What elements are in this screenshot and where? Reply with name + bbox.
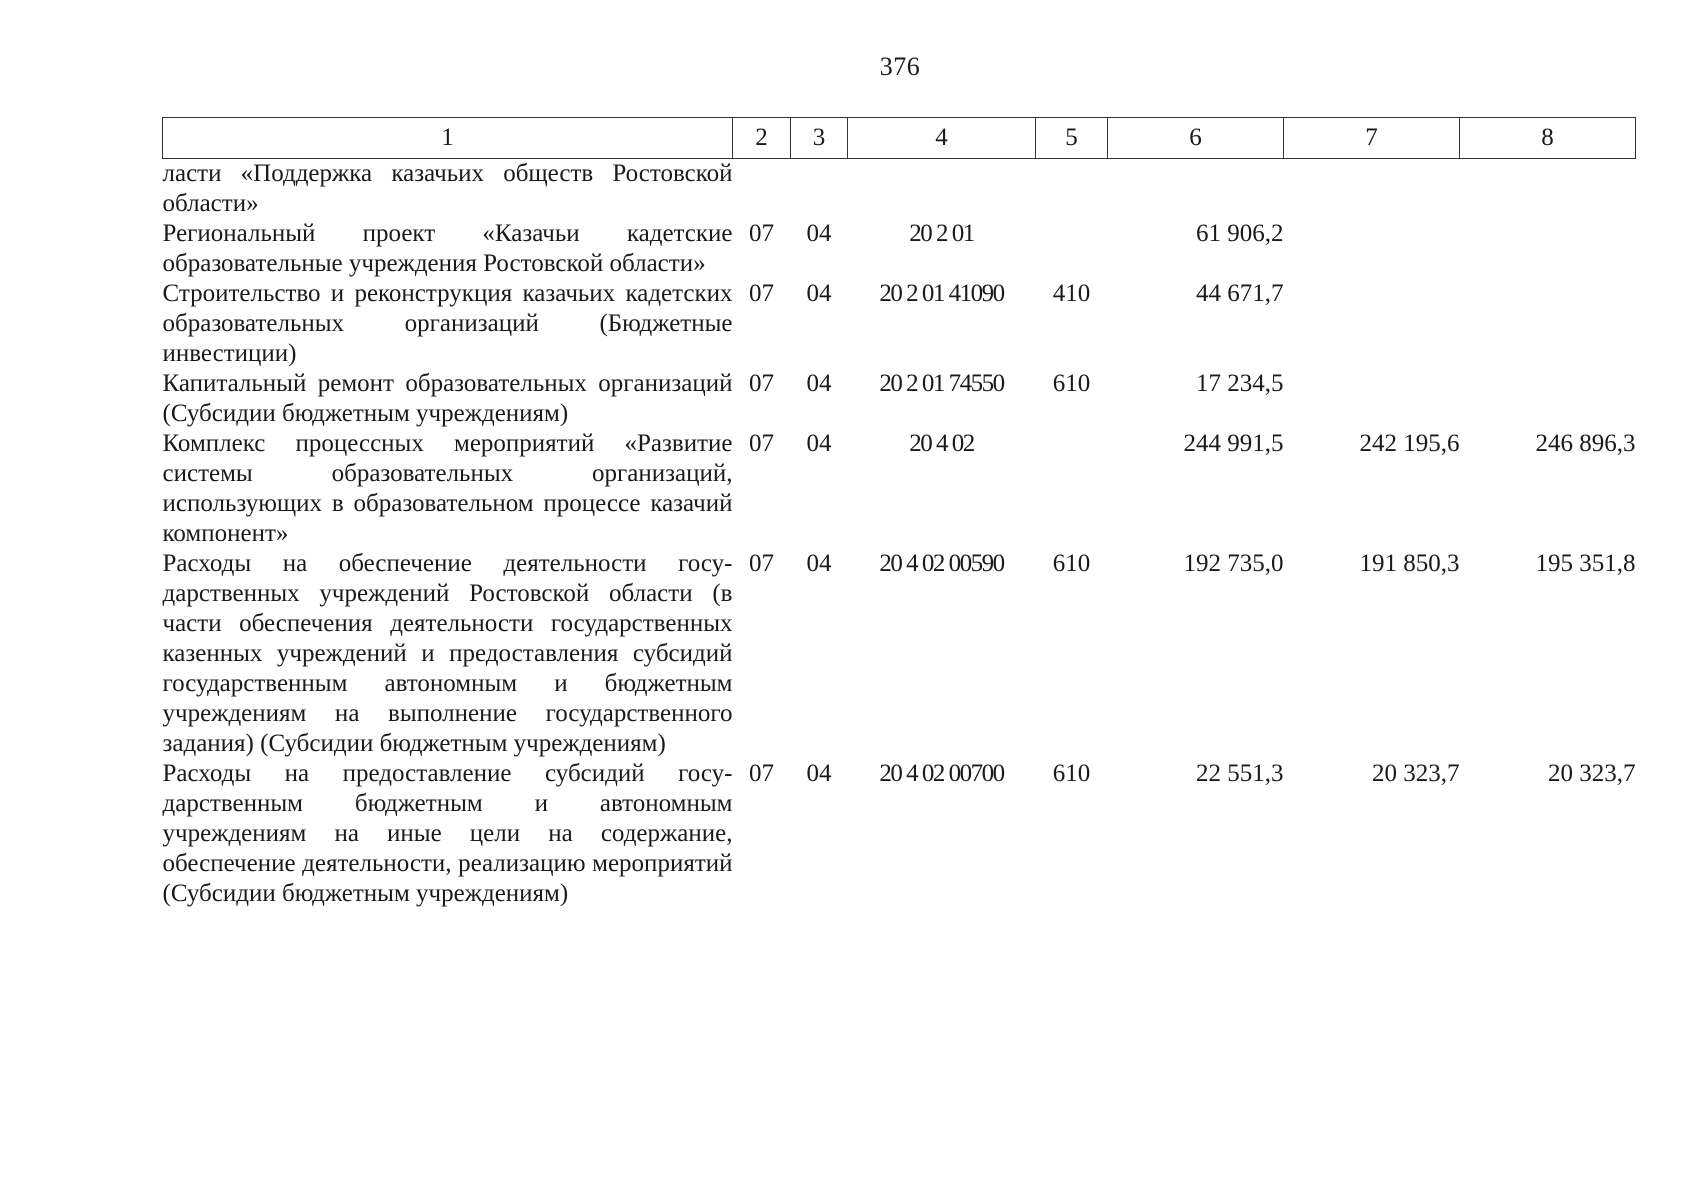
row-amount-col8: 20 323,7	[1548, 760, 1636, 787]
row-subsection: 04	[806, 370, 832, 397]
row-expense-type	[1036, 429, 1108, 549]
row-amount-col6	[1108, 159, 1284, 220]
row-amount-col7: 242 195,6	[1359, 430, 1460, 457]
row-section: 07	[749, 760, 774, 787]
row-name: Расходы на обеспечение деятельности государственных учреждений Ростовской области (в части обеспечения деятельности государственных казенных учреждений и предоставления субсидий государственным автономным и бюджетным учреждениям на выполнение государственного задания) (Субсидии бюджетным учреждениям)	[162, 550, 733, 757]
page-number: 376	[879, 52, 921, 81]
row-amount-col8	[1460, 219, 1636, 279]
header-col-5: 5	[1036, 118, 1108, 159]
header-col-8: 8	[1460, 118, 1636, 159]
row-amount-col7	[1284, 219, 1460, 279]
row-amount-col8: 246 896,3	[1535, 430, 1636, 457]
row-expense-type: 410	[1052, 280, 1091, 307]
table-row	[163, 219, 1636, 279]
row-expense-type	[1036, 159, 1108, 220]
row-target-article: 20 2 01 41090	[879, 280, 1004, 307]
row-subsection: 04	[806, 430, 832, 457]
row-name: Капитальный ремонт образовательных организаций (Субсидии бюджетным учреждениям)	[162, 370, 733, 427]
row-subsection: 04	[806, 550, 832, 577]
row-section: 07	[749, 220, 774, 247]
row-amount-col7: 20 323,7	[1372, 760, 1460, 787]
row-expense-type: 610	[1052, 760, 1091, 787]
row-amount-col8: 195 351,8	[1535, 550, 1636, 577]
row-amount-col7	[1284, 279, 1460, 369]
row-section: 07	[749, 370, 774, 397]
row-expense-type	[1036, 219, 1108, 279]
row-name: Комплекс процессных мероприятий «Развитие системы образовательных организаций, использующих в образовательном процессе казачий компонент»	[162, 430, 733, 547]
row-subsection: 04	[806, 280, 832, 307]
header-row	[163, 118, 1636, 159]
row-name: Региональный проект «Казачьи кадетские образовательные учреждения Ростовской области»	[162, 220, 733, 277]
row-section: 07	[749, 280, 774, 307]
row-amount-col6: 44 671,7	[1196, 280, 1284, 307]
table-row	[163, 279, 1636, 369]
row-target-article: 20 4 02 00700	[879, 760, 1004, 787]
row-amount-col7	[1284, 159, 1460, 220]
header-col-6: 6	[1108, 118, 1284, 159]
header-col-3: 3	[791, 118, 848, 159]
header-col-4: 4	[848, 118, 1036, 159]
row-target-article: 20 2 01 74550	[879, 370, 1004, 397]
header-col-2: 2	[733, 118, 791, 159]
row-subsection: 04	[806, 760, 832, 787]
row-amount-col7	[1284, 369, 1460, 429]
row-amount-col6: 192 735,0	[1183, 550, 1284, 577]
row-name: Расходы на предоставление субсидий государственным бюджетным и автономным учреждениям на иные цели на содержание, обеспечение деятельности, реализацию мероприятий (Субсидии бюджетным учреждениям)	[162, 760, 733, 907]
row-amount-col8	[1460, 279, 1636, 369]
row-subsection: 04	[806, 220, 832, 247]
row-amount-col6: 22 551,3	[1196, 760, 1284, 787]
table-row	[163, 549, 1636, 759]
row-target-article: 20 4 02 00590	[879, 550, 1004, 577]
row-amount-col8	[1460, 159, 1636, 220]
row-expense-type: 610	[1052, 550, 1091, 577]
row-section: 07	[749, 430, 774, 457]
row-section: 07	[749, 550, 774, 577]
budget-table	[162, 117, 1636, 909]
table-row	[163, 759, 1636, 909]
row-subsection	[791, 159, 848, 220]
row-amount-col6: 17 234,5	[1196, 370, 1284, 397]
row-target-article	[848, 159, 1036, 220]
table-row	[163, 429, 1636, 549]
row-amount-col8	[1460, 369, 1636, 429]
row-target-article: 20 4 02	[909, 430, 974, 457]
row-amount-col6: 61 906,2	[1196, 220, 1284, 247]
row-name: Строительство и реконструкция казачьих кадетских образовательных организаций (Бюджетные инвестиции)	[162, 280, 733, 367]
row-amount-col7: 191 850,3	[1359, 550, 1460, 577]
row-amount-col6: 244 991,5	[1183, 430, 1284, 457]
header-col-1: 1	[163, 118, 733, 159]
row-target-article: 20 2 01	[909, 220, 974, 247]
row-section	[733, 159, 791, 220]
table-row	[163, 159, 1636, 220]
row-name: ласти «Поддержка казачьих обществ Ростовской области»	[162, 160, 733, 217]
row-expense-type: 610	[1052, 370, 1091, 397]
table-row	[163, 369, 1636, 429]
header-col-7: 7	[1284, 118, 1460, 159]
